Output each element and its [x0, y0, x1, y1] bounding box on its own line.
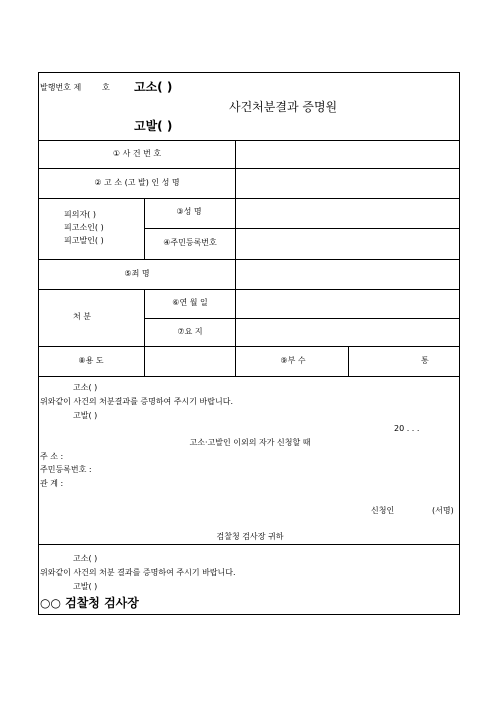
- other-applicant-note: 고소·고발인 이외의 자가 신청할 때: [189, 438, 311, 447]
- issue-number-label: 발행번호 제: [40, 83, 82, 92]
- copies-label: ⑨부 수: [280, 356, 306, 365]
- address-label: 주 소 :: [40, 452, 64, 461]
- crime-field[interactable]: [236, 260, 459, 289]
- certificate-type-1: 고소( ): [73, 554, 98, 563]
- request-date[interactable]: 20 . . .: [394, 424, 420, 433]
- copies-unit: 통: [421, 356, 429, 365]
- address-field[interactable]: [102, 450, 402, 464]
- frame-right: [459, 72, 460, 614]
- copies-field[interactable]: [349, 347, 409, 376]
- col-divider: [144, 198, 145, 259]
- crime-label: ⑤죄 명: [124, 269, 150, 278]
- disposition-date-field[interactable]: [236, 290, 459, 318]
- usage-label: ⑧용 도: [78, 356, 104, 365]
- date-label: ⑥연 월 일: [172, 298, 208, 307]
- relation-field[interactable]: [102, 477, 402, 491]
- applicant-label: 신청인: [371, 506, 395, 515]
- resident-field[interactable]: [102, 463, 402, 477]
- party-type-suspect: 피의자( ): [64, 210, 96, 219]
- complaint-type-bottom: 고발( ): [134, 119, 173, 133]
- resident-number-field[interactable]: [236, 229, 459, 259]
- issuer: ○○ 검찰청 검사장: [40, 596, 139, 610]
- complainant-name-field[interactable]: [236, 169, 459, 198]
- frame-left: [38, 72, 39, 614]
- col-divider: [235, 346, 236, 376]
- row-divider: [38, 376, 460, 377]
- resident-label: 주민등록번호 :: [40, 465, 92, 474]
- disposition-label: 처 분: [73, 312, 91, 321]
- complaint-type-top: 고소( ): [134, 80, 173, 94]
- disposition-gist-field[interactable]: [236, 319, 459, 346]
- addressee: 검찰청 검사장 귀하: [216, 532, 284, 541]
- request-sentence: 위와같이 사건의 처분결과를 증명하여 주시기 바랍니다.: [40, 397, 233, 406]
- resident-number-label: ④주민등록번호: [163, 238, 217, 247]
- col-divider: [144, 289, 145, 346]
- name-field[interactable]: [236, 199, 459, 228]
- issue-number-suffix: 호: [102, 83, 110, 92]
- frame-bottom: [38, 614, 460, 615]
- certificate-type-2: 고발( ): [73, 582, 98, 591]
- certificate-sentence: 위와같이 사건의 처분 결과를 증명하여 주시기 바랍니다.: [40, 568, 236, 577]
- request-type-1: 고소( ): [73, 383, 98, 392]
- page-title: 사건처분결과 증명원: [229, 100, 338, 114]
- signature-label[interactable]: (서명): [432, 506, 454, 515]
- case-number-label: ① 사 건 번 호: [112, 149, 162, 158]
- frame-top: [38, 72, 460, 73]
- case-number-field[interactable]: [236, 141, 459, 168]
- party-type-accused: 피고소인( ): [64, 223, 104, 232]
- party-type-reported: 피고발인( ): [64, 236, 104, 245]
- usage-field[interactable]: [145, 347, 235, 376]
- relation-label: 관 계 :: [40, 479, 64, 488]
- name-label: ③성 명: [176, 207, 202, 216]
- request-type-2: 고발( ): [73, 411, 98, 420]
- complainant-name-label: ② 고 소 (고 발) 인 성 명: [94, 178, 180, 187]
- gist-label: ⑦요 지: [177, 327, 203, 336]
- row-divider: [38, 544, 460, 545]
